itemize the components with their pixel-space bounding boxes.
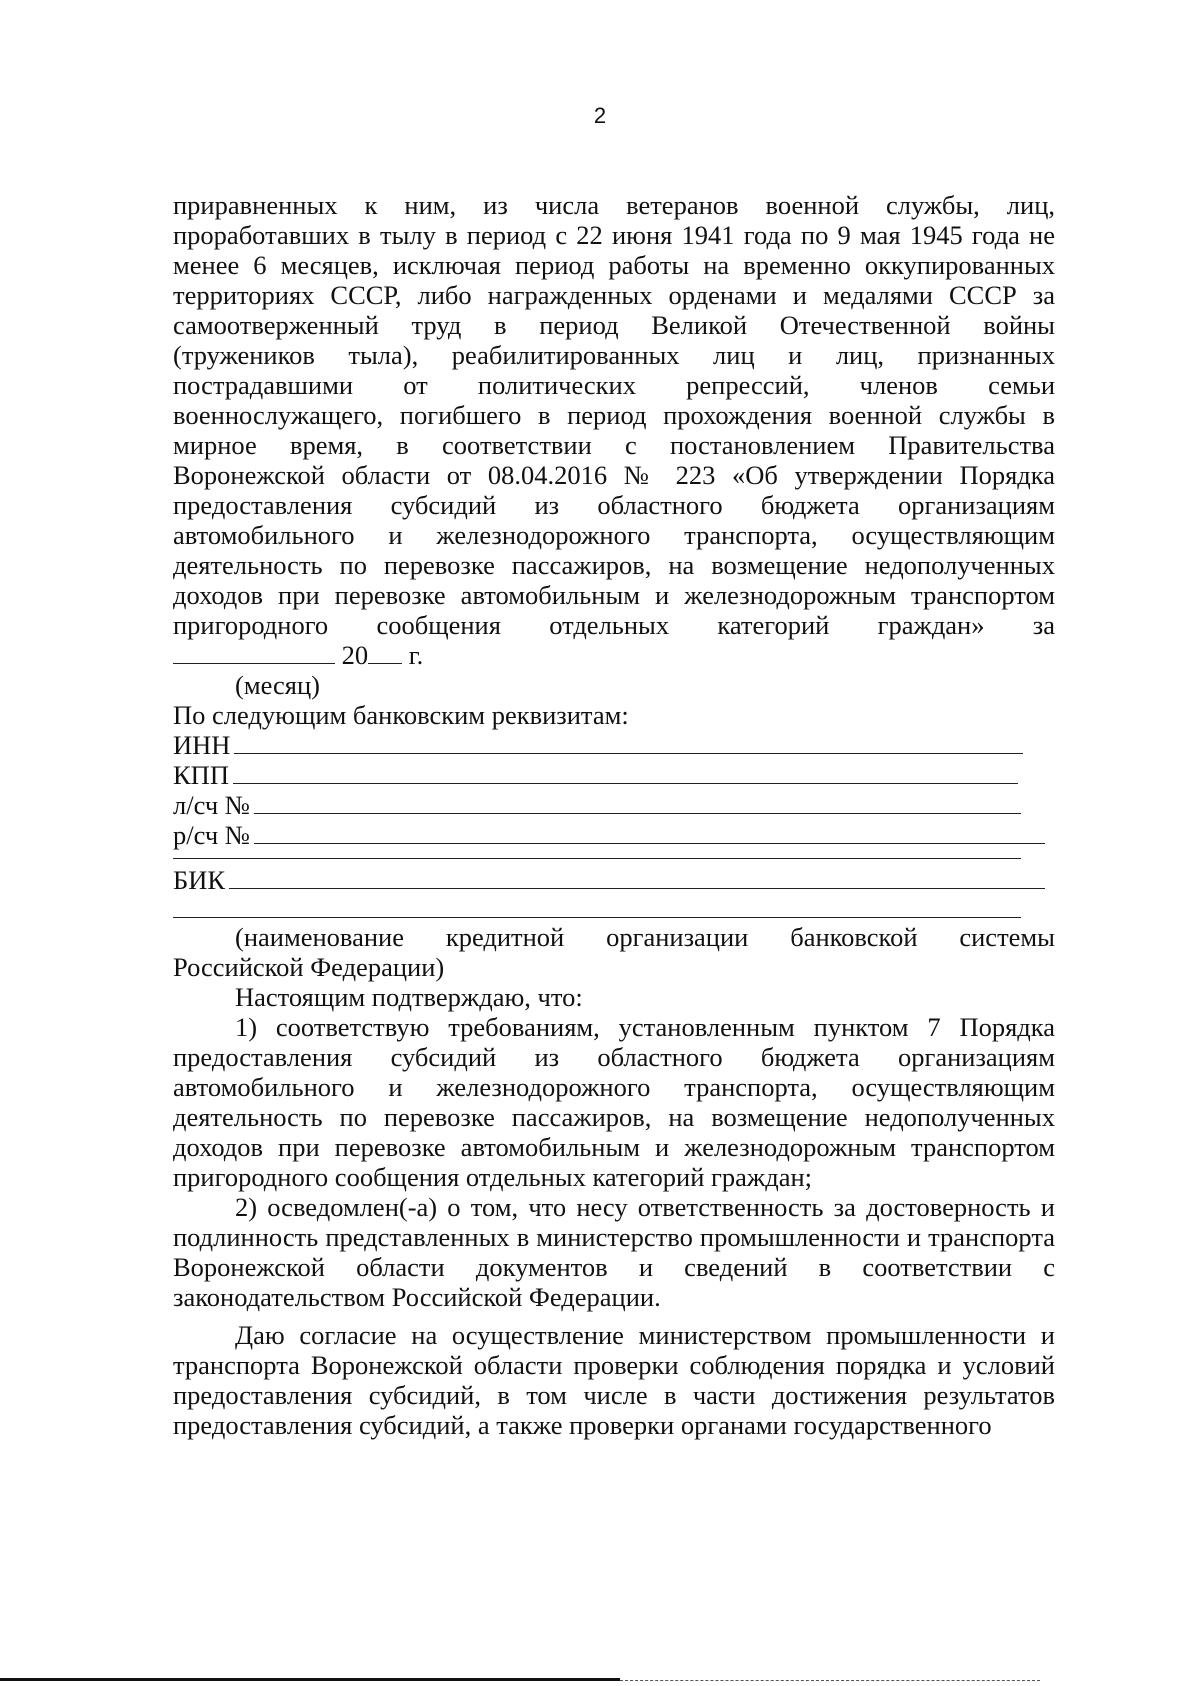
inn-label: ИНН [173,730,231,760]
year-blank[interactable] [368,641,402,664]
year-suffix: г. [408,640,424,670]
intro-line: мирное время, в соответствии с постановлением Правительства [173,430,1055,460]
intro-line: территориях СССР, либо награжденных орденами и медалями СССР за [173,280,1055,310]
intro-line: приравненных к ним, из числа ветеранов военной службы, лиц, [173,190,1055,220]
kpp-label: КПП [173,760,229,790]
footer-rule [0,1678,620,1681]
kpp-row [173,760,1018,790]
intro-line: пригородного сообщения отдельных категорий граждан» за [173,610,1055,640]
bik-label: БИК [173,865,226,895]
year-prefix: 20 [341,640,369,670]
inn-row [173,730,1023,760]
page-number: 2 [593,103,607,128]
ls-label: л/сч № [173,790,251,820]
intro-line: проработавших в тылу в период с 22 июня 1941 года по 9 мая 1945 года не [173,220,1055,250]
document-body [173,190,1055,1440]
bank-heading: По следующим банковским реквизитам: [173,700,629,730]
intro-line: доходов при перевозке автомобильным и железнодорожным транспортом [173,580,1055,610]
kpp-field[interactable] [233,761,1018,784]
intro-line: (тружеников тыла), реабилитированных лиц и лиц, признанных [173,340,1055,370]
intro-line: автомобильного и железнодорожного транспорта, осуществляющим [173,520,1055,550]
footer-rule-faded [620,1680,1040,1681]
intro-paragraph [173,190,1055,640]
rs-row [173,820,1045,850]
intro-line: пострадавшими от политических репрессий, членов семьи [173,370,1055,400]
intro-line: предоставления субсидий из областного бюджета организациям [173,490,1055,520]
bik-row [173,865,1045,895]
confirm-heading: Настоящим подтверждаю, что: [235,982,583,1012]
period-field [173,640,1055,670]
bik-field[interactable] [229,866,1045,889]
intro-line: самоотверженный труд в период Великой Отечественной войны [173,310,1055,340]
inn-field[interactable] [234,731,1023,754]
bank-name-note-2: Российской Федерации) [173,952,445,982]
ls-row [173,790,1021,820]
ls-field[interactable] [254,791,1021,814]
confirm-item-1: 1) соответствую требованиям, установленным пунктом 7 Порядка предоставления субсидий из областного бюджета организациям автомобильного и железнодорожного транспорта, осуществляющим деятельность по перевозке пассажиров, на возмещение недополученных доходов при перевозке автомобильным и железнодорожным транспортом пригородного сообщения отдельных категорий граждан; [173,1012,1055,1192]
bank-name-note: (наименование кредитной организации банковской системы [235,922,1055,952]
rs-label: р/сч № [173,820,251,850]
intro-line: деятельность по перевозке пассажиров, на возмещение недополученных [173,550,1055,580]
month-blank[interactable] [173,641,335,664]
intro-line: менее 6 месяцев, исключая период работы на временно оккупированных [173,250,1055,280]
intro-line: Воронежской области от 08.04.2016 № 223 «Об утверждении Порядка [173,460,1055,490]
intro-line: военнослужащего, погибшего в период прохождения военной службы в [173,400,1055,430]
month-note: (месяц) [235,670,320,700]
rs-field[interactable] [254,821,1045,844]
confirm-item-2: 2) осведомлен(-а) о том, что несу ответственность за достоверность и подлинность представленных в министерство промышленности и транспорта Воронежской области документов и сведений в соответствии с законодательством Российской Федерации. [173,1192,1055,1312]
consent-paragraph: Даю согласие на осуществление министерством промышленности и транспорта Воронежской области проверки соблюдения порядка и условий предоставления субсидий, в том числе в части достижения результатов предоставления субсидий, а также проверки органами государственного [173,1320,1055,1440]
